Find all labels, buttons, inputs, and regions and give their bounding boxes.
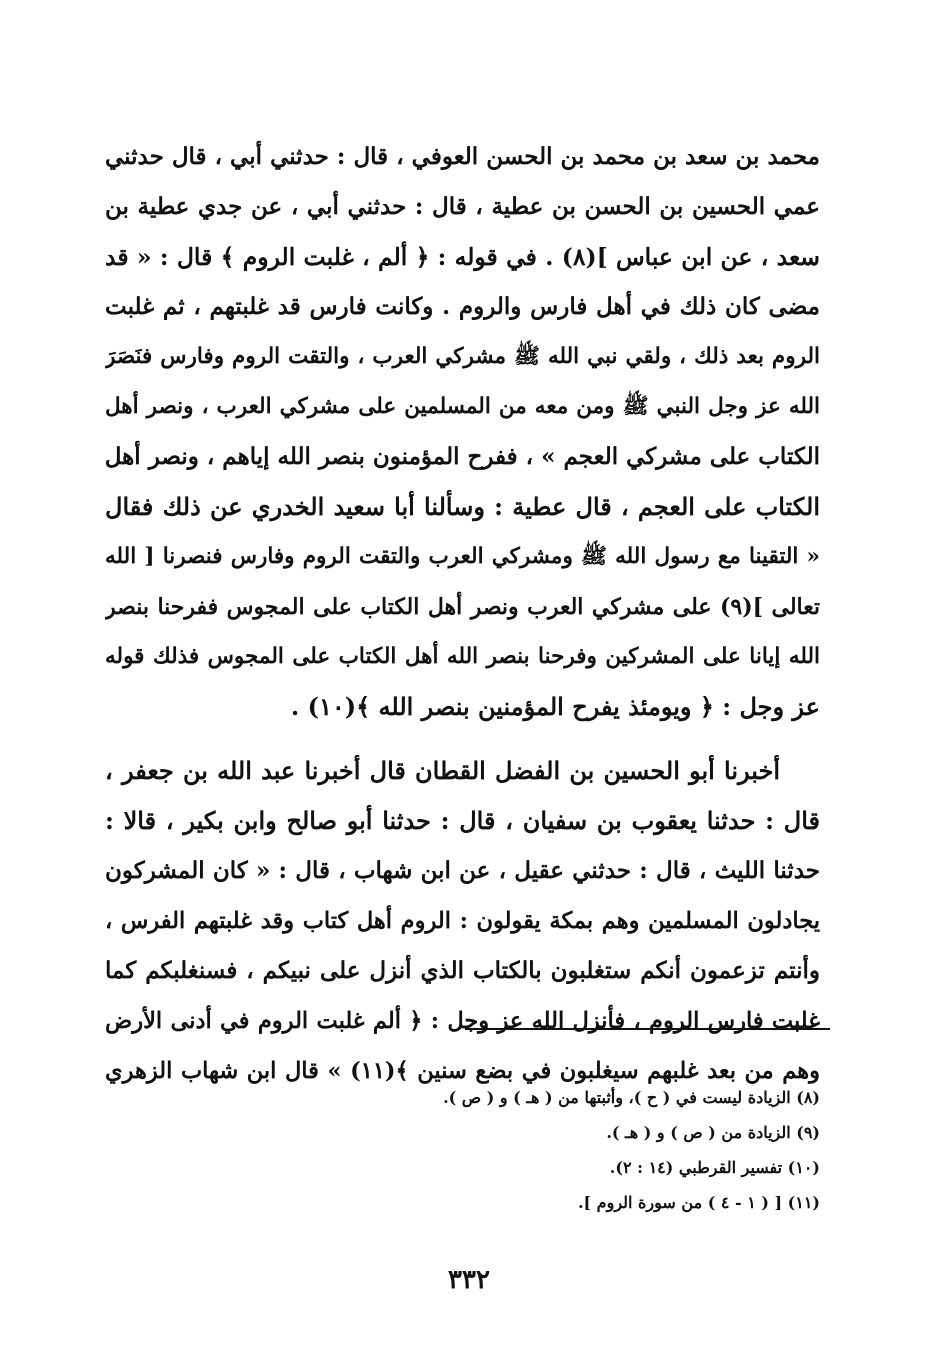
text-line: الله عز وجل النبي ﷺ ومن معه من المسلمين على مشركي العرب ، ونصر أهل bbox=[105, 394, 820, 419]
text-line: الروم بعد ذلك ، ولقي نبي الله ﷺ مشركي العرب ، والتقت الروم وفارس فنَصَرَ bbox=[105, 344, 820, 369]
footnote-8: (٨) الزيادة ليست في ( ح )، وأثبتها من ( هـ ) و ( ص ). bbox=[443, 1088, 820, 1107]
text-line: سعد ، عن ابن عباس ](٨) . في قوله : ﴿ ألم ، غلبت الروم ﴾ قال : « قد bbox=[105, 243, 820, 271]
footnote-11: (١١) [ ( ١ - ٤ ) من سورة الروم ]. bbox=[577, 1193, 820, 1212]
text-line: غلبت فارس الروم ، فأنزل الله عز وجل : ﴿ ألم غلبت الروم في أدنى الأرض bbox=[105, 1008, 820, 1034]
text-line: الله إيانا على المشركين وفرحنا بنصر الله أهل الكتاب على المجوس فذلك قوله bbox=[105, 644, 820, 669]
footnote-separator bbox=[465, 1028, 830, 1030]
paragraph-spacer bbox=[105, 732, 820, 746]
text-line: « التقينا مع رسول الله ﷺ ومشركي العرب والتقت الروم وفارس فنصرنا [ الله bbox=[105, 544, 820, 569]
text-line: وهم من بعد غلبهم سيغلبون في بضع سنين ﴾(١١) » قال ابن شهاب الزهري bbox=[105, 1058, 820, 1084]
text-line: الكتاب على العجم ، قال عطية : وسألنا أبا سعيد الخدري عن ذلك فقال bbox=[105, 492, 820, 521]
text-line: عمي الحسين بن الحسن بن عطية ، قال : حدثني أبي ، عن جدي عطية بن bbox=[105, 193, 820, 220]
paragraph-2 bbox=[105, 746, 820, 1096]
text-line: قال : حدثنا يعقوب بن سفيان ، قال : حدثنا أبو صالح وابن بكير ، قالا : bbox=[105, 806, 820, 835]
text-line: الكتاب على مشركي العجم » ، ففرح المؤمنون بنصر الله إياهم ، ونصر أهل bbox=[105, 443, 820, 470]
text-line: تعالى ](٩) على مشركي العرب ونصر أهل الكتاب على المجوس ففرحنا بنصر bbox=[105, 594, 820, 620]
footnotes bbox=[320, 1080, 820, 1220]
text-line: وأنتم تزعمون أنكم ستغلبون بالكتاب الذي أنزل على نبيكم ، فسنغلبكم كما bbox=[105, 957, 820, 984]
text-line: محمد بن سعد بن محمد بن الحسن العوفي ، قال : حدثني أبي ، قال حدثني bbox=[105, 143, 820, 170]
text-line: يجادلون المسلمين وهم بمكة يقولون : الروم أهل كتاب وقد غلبتهم الفرس ، bbox=[105, 908, 820, 934]
footnote-10: (١٠) تفسير القرطبي (١٤ : ٢). bbox=[609, 1158, 820, 1177]
text-line: عز وجل : ﴿ ويومئذ يفرح المؤمنين بنصر الله ﴾(١٠) . bbox=[290, 692, 820, 721]
text-line: مضى كان ذلك في أهل فارس والروم . وكانت فارس قد غلبتهم ، ثم غلبت bbox=[105, 293, 820, 320]
paragraph-1 bbox=[105, 132, 820, 732]
text-line: أخبرنا أبو الحسين بن الفضل القطان قال أخبرنا عبد الله بن جعفر ، bbox=[105, 756, 780, 785]
main-text bbox=[105, 132, 820, 1096]
footnote-9: (٩) الزيادة من ( ص ) و ( هـ ). bbox=[606, 1123, 820, 1142]
page-number: ٣٣٢ bbox=[448, 1265, 490, 1295]
text-line: حدثنا الليث ، قال : حدثني عقيل ، عن ابن شهاب ، قال : « كان المشركون bbox=[105, 857, 820, 884]
